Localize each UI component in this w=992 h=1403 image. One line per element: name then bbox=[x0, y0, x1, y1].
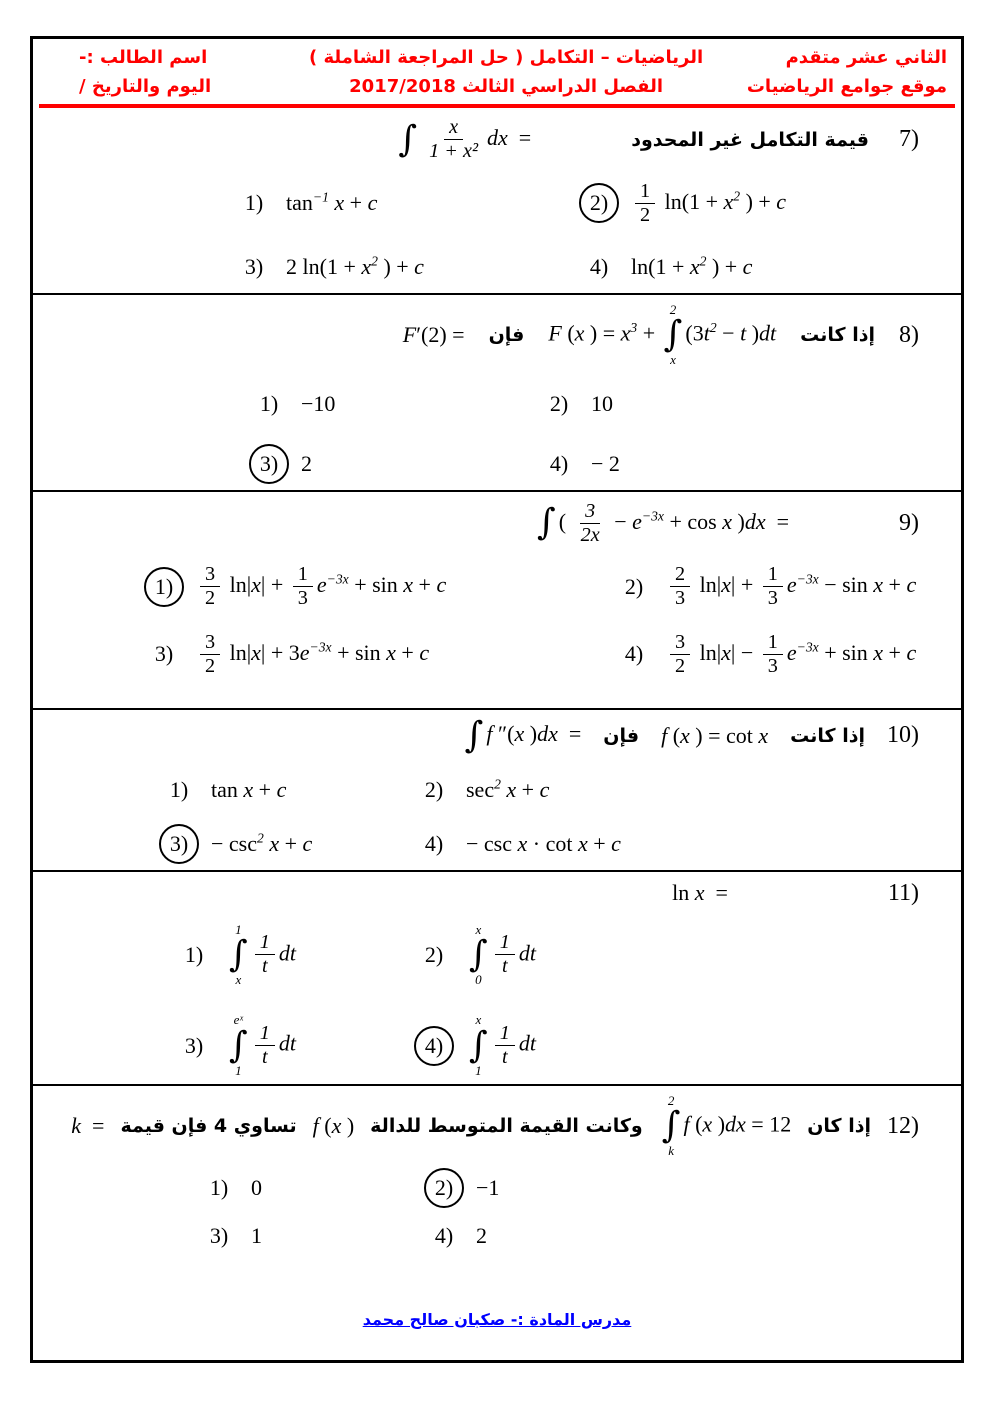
option-formula: x ∫ 0 $\frac{1}{t}$ dt bbox=[469, 921, 537, 987]
option-formula: $\frac{2}{3}$ ln|x| + $\frac{1}{3}$ $e^{-3x} - \sin x + c$ bbox=[666, 563, 916, 611]
q7-option-3 bbox=[234, 247, 579, 287]
option-formula: 10 bbox=[591, 390, 613, 416]
q12-option-3 bbox=[199, 1216, 424, 1256]
option-formula: 2 bbox=[476, 1223, 487, 1249]
option-formula: $\sec^2 x + c$ bbox=[466, 776, 550, 802]
option-formula: tan x + c bbox=[211, 776, 287, 802]
question-formula-2: F′(2) = bbox=[402, 322, 465, 348]
option-formula: −10 bbox=[301, 390, 336, 416]
question-mid-text: فإن bbox=[488, 324, 525, 347]
header-right-column bbox=[706, 47, 951, 97]
option-label: 4) bbox=[414, 1026, 454, 1066]
question-10-block bbox=[33, 710, 961, 870]
q11-option-3 bbox=[174, 1013, 414, 1078]
question-12-head bbox=[49, 1094, 945, 1159]
question-formula-2: f (x ) bbox=[312, 1113, 355, 1139]
option-formula: $\tan^{-1} x + c$ bbox=[286, 189, 378, 216]
subject-title: الرياضيات – التكامل ( حل المراجعة الشاملة ) bbox=[309, 47, 704, 68]
question-11-options bbox=[174, 923, 945, 1078]
student-name-label: اسم الطالب :- bbox=[79, 47, 208, 68]
option-formula: 2 bbox=[301, 450, 312, 476]
q8-option-2 bbox=[539, 384, 945, 424]
question-number: (9 bbox=[899, 509, 919, 536]
q7-option-4 bbox=[579, 247, 945, 287]
question-formula: f (x ) = cot x bbox=[661, 722, 769, 748]
question-number: (7 bbox=[899, 126, 919, 153]
question-formula: 2 ∫ k f (x )dx = 12 bbox=[661, 1092, 792, 1159]
question-number: (12 bbox=[887, 1112, 919, 1139]
question-formula: ∫ $\frac{x}{\text{1 + x²}}$ dx = bbox=[398, 116, 532, 163]
option-label: 1) bbox=[209, 1175, 229, 1201]
question-12-options bbox=[199, 1168, 945, 1256]
option-formula: eˣ ∫ 1 $\frac{1}{t}$ dt bbox=[229, 1012, 297, 1078]
option-label: 3) bbox=[154, 641, 174, 667]
option-label: 1) bbox=[184, 941, 204, 967]
q8-option-3 bbox=[249, 444, 539, 484]
option-label: 3) bbox=[244, 254, 264, 280]
option-formula: $\frac{3}{2}$ ln|x| − $\frac{1}{3}$ $e^{-3x} + \sin x + c$ bbox=[666, 631, 916, 679]
question-9-head bbox=[49, 500, 945, 548]
page-border-frame bbox=[30, 36, 964, 1363]
question-12-block bbox=[33, 1086, 961, 1263]
option-formula: x ∫ 1 $\frac{1}{t}$ dt bbox=[469, 1012, 537, 1078]
option-label: 1) bbox=[144, 567, 184, 607]
header-left-column bbox=[43, 47, 306, 97]
question-mid-text: وكانت القيمة المتوسط للدالة bbox=[370, 1115, 643, 1138]
question-10-options bbox=[159, 770, 945, 864]
q10-option-3 bbox=[159, 824, 414, 864]
q9-option-4 bbox=[614, 631, 945, 679]
q12-option-2 bbox=[424, 1168, 945, 1208]
q10-option-4 bbox=[414, 824, 945, 864]
option-label: 2) bbox=[424, 776, 444, 802]
question-formula-3: k = bbox=[71, 1113, 105, 1139]
question-formula: ∫ ( $\frac{3}{2x}$ − $e^{-3x} + \cos x$ )dx = bbox=[537, 499, 789, 546]
option-label: 3) bbox=[209, 1223, 229, 1249]
option-formula: $\ln(1 + x^2$ ) + c bbox=[631, 253, 753, 280]
option-formula: 1 ∫ x $\frac{1}{t}$ dt bbox=[229, 921, 297, 987]
question-formula: ln x = bbox=[672, 880, 728, 906]
option-formula: $\frac{3}{2}$ $\ln|x| + 3e^{-3x} + \sin x + c$ bbox=[196, 631, 429, 679]
option-label: 3) bbox=[159, 824, 199, 864]
q8-option-4 bbox=[539, 444, 945, 484]
q11-option-2 bbox=[414, 923, 945, 988]
option-label: 2) bbox=[624, 573, 644, 599]
option-label: 4) bbox=[549, 450, 569, 476]
question-7-head bbox=[49, 116, 945, 164]
q9-option-1 bbox=[144, 563, 614, 611]
option-formula: −1 bbox=[476, 1175, 500, 1201]
option-formula: 2 $\ln(1 + x^2$ ) + c bbox=[286, 253, 424, 280]
question-prompt: إذا كانت bbox=[790, 724, 865, 747]
question-9-options bbox=[144, 563, 945, 678]
option-label: 2) bbox=[424, 1168, 464, 1208]
q11-option-4 bbox=[414, 1013, 945, 1078]
question-11-block bbox=[33, 872, 961, 1084]
question-prompt: إذا كانت bbox=[800, 324, 875, 347]
semester-title: الفصل الدراسي الثالث 2017/2018 bbox=[349, 76, 664, 97]
footer bbox=[33, 1310, 961, 1360]
question-formula-2: ∫ f ″(x )dx = bbox=[464, 714, 582, 756]
question-number: (11 bbox=[887, 879, 919, 906]
q8-option-1 bbox=[249, 384, 539, 424]
q7-option-1 bbox=[234, 183, 579, 223]
option-label: 4) bbox=[589, 254, 609, 280]
question-mid-text: فإن bbox=[603, 724, 640, 747]
option-label: 3) bbox=[184, 1032, 204, 1058]
question-9-block bbox=[33, 492, 961, 708]
question-number: (8 bbox=[899, 321, 919, 348]
option-label: 4) bbox=[424, 830, 444, 856]
question-8-head bbox=[49, 303, 945, 368]
option-label: 1) bbox=[259, 390, 279, 416]
q9-option-2 bbox=[614, 563, 945, 611]
q7-option-2 bbox=[579, 180, 945, 228]
question-11-head bbox=[49, 880, 945, 907]
q10-option-2 bbox=[414, 770, 945, 810]
option-label: 1) bbox=[169, 776, 189, 802]
question-7-options bbox=[234, 180, 945, 288]
option-formula: 0 bbox=[251, 1175, 262, 1201]
question-mid-text-2: تساوي 4 فإن قيمة bbox=[120, 1115, 297, 1138]
date-label: اليوم والتاريخ / bbox=[79, 76, 212, 97]
header bbox=[33, 39, 961, 101]
question-number: (10 bbox=[887, 722, 919, 749]
question-prompt: قيمة التكامل غير المحدود bbox=[631, 128, 869, 151]
site-label: موقع جوامع الرياضيات bbox=[746, 76, 947, 97]
q12-option-4 bbox=[424, 1216, 945, 1256]
grade-label: الثاني عشر متقدم bbox=[785, 47, 947, 68]
q10-option-1 bbox=[159, 770, 414, 810]
question-formula: F (x ) = $x^3$ + 2 ∫ x ($3t^2 - t$ )dt bbox=[548, 302, 777, 368]
option-formula: 1 bbox=[251, 1223, 262, 1249]
question-7-block bbox=[33, 108, 961, 293]
question-10-head bbox=[49, 714, 945, 756]
option-formula: − 2 bbox=[591, 450, 620, 476]
option-formula: $\frac{1}{2}$ $\ln(1 + x^2$ ) + c bbox=[631, 180, 786, 228]
option-label: 4) bbox=[624, 641, 644, 667]
question-8-options bbox=[249, 384, 945, 484]
option-label: 2) bbox=[579, 183, 619, 223]
option-label: 1) bbox=[244, 190, 264, 216]
teacher-name-line: مدرس المادة :- صكبان صالح محمد bbox=[362, 1310, 632, 1329]
option-label: 2) bbox=[424, 941, 444, 967]
q9-option-3 bbox=[144, 631, 614, 679]
option-label: 2) bbox=[549, 390, 569, 416]
option-label: 3) bbox=[249, 444, 289, 484]
header-center-column bbox=[306, 47, 706, 97]
q12-option-1 bbox=[199, 1168, 424, 1208]
question-prompt: إذا كان bbox=[807, 1115, 871, 1138]
question-8-block bbox=[33, 295, 961, 490]
option-formula: − csc x · cot x + c bbox=[466, 830, 621, 856]
option-formula: − $\csc^2 x + c$ bbox=[211, 830, 313, 856]
option-formula: $\frac{3}{2}$ ln|x| + $\frac{1}{3}$ $e^{-3x} + \sin x + c$ bbox=[196, 563, 446, 611]
option-label: 4) bbox=[434, 1223, 454, 1249]
q11-option-1 bbox=[174, 923, 414, 988]
